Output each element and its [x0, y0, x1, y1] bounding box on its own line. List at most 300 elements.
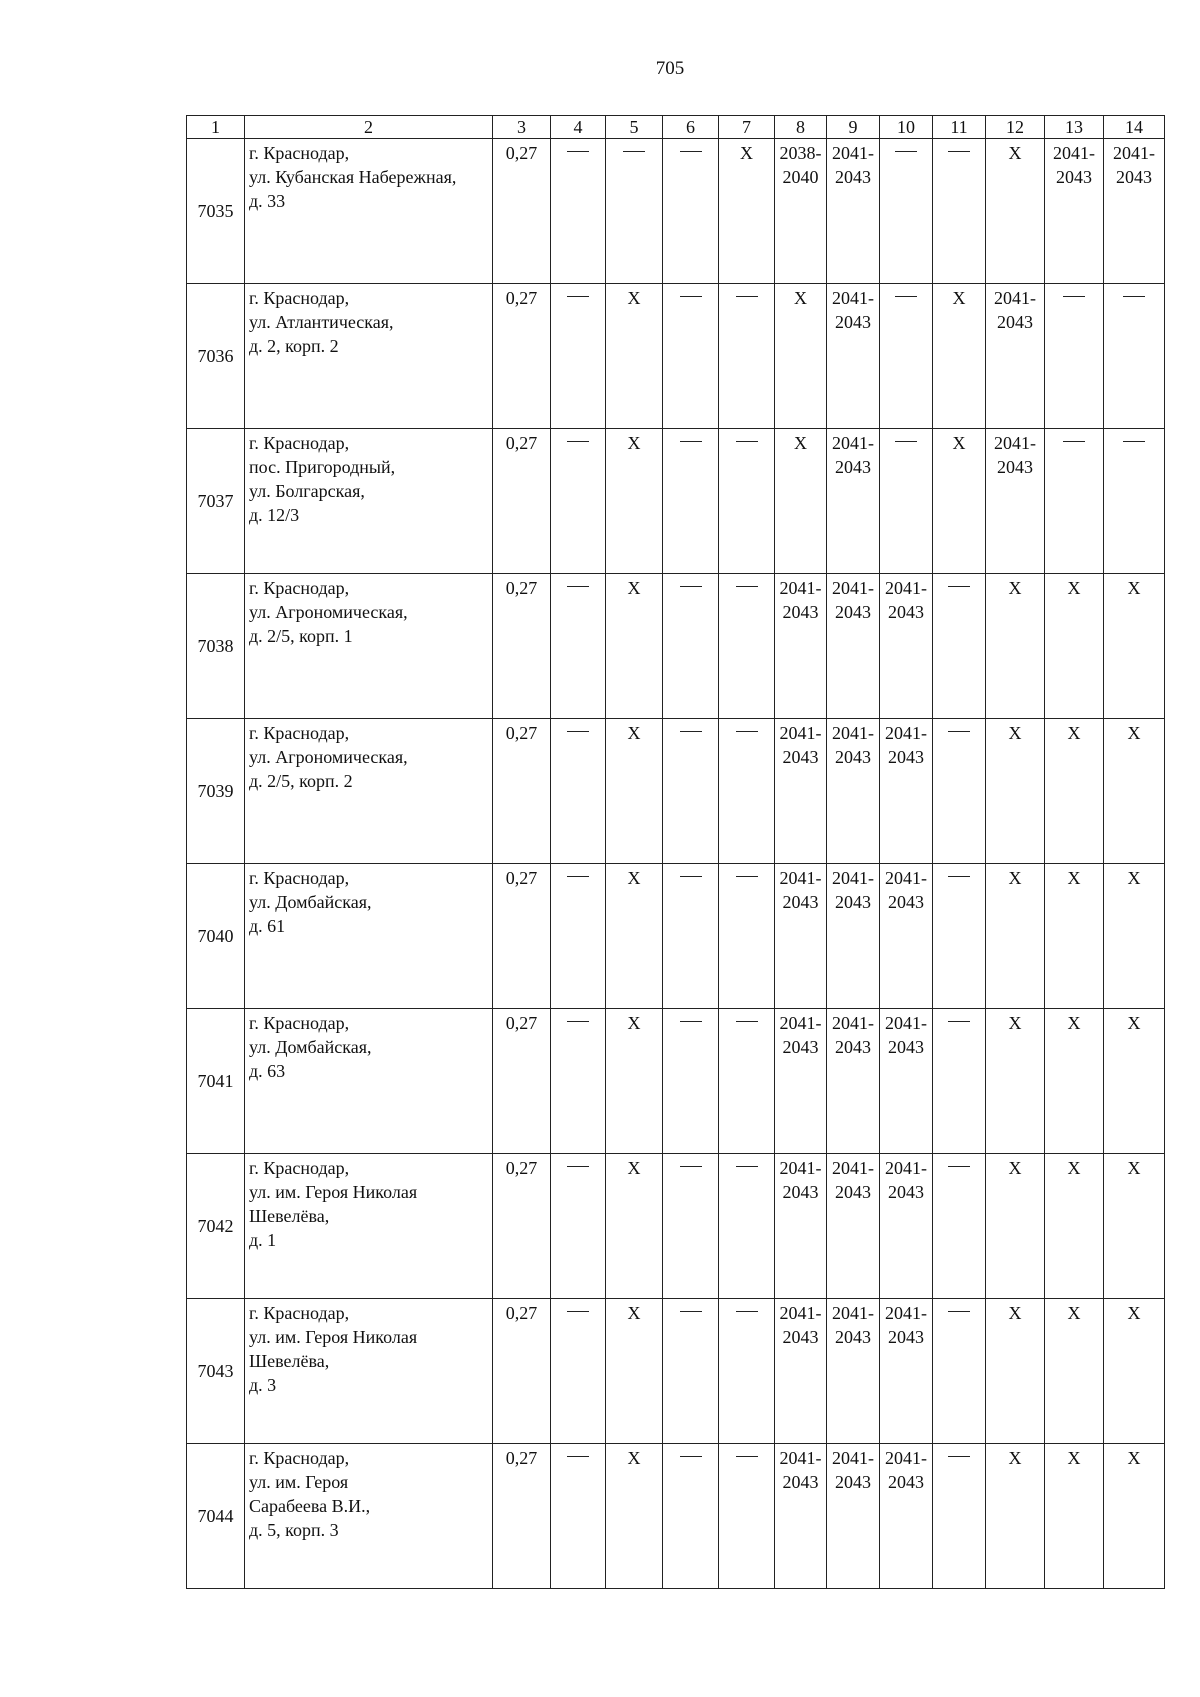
- value-cell: [551, 1154, 606, 1299]
- value-cell: [1045, 719, 1104, 864]
- dash-mark: [948, 876, 970, 877]
- register-table: [186, 115, 1165, 1589]
- rate-value: 0,27: [505, 1303, 538, 1323]
- x-mark: X: [1127, 868, 1141, 888]
- address-cell: [245, 139, 493, 284]
- dash-mark: [567, 1311, 589, 1312]
- address-line: ул. Агрономическая,: [249, 747, 408, 767]
- value-cell: [1104, 719, 1165, 864]
- rate-value: 0,27: [505, 1448, 538, 1468]
- year-range: 2041- 2043: [779, 723, 822, 767]
- x-mark: X: [1008, 1158, 1022, 1178]
- value-cell: [775, 1009, 827, 1154]
- dash-mark: [567, 876, 589, 877]
- address-line: ул. Агрономическая,: [249, 602, 408, 622]
- value-cell: [493, 284, 551, 429]
- year-range: 2041- 2043: [832, 143, 874, 187]
- x-mark: X: [1067, 1303, 1081, 1323]
- address-line: д. 1: [249, 1230, 277, 1250]
- year-range: 2041- 2043: [885, 868, 927, 912]
- address-line: ул. Кубанская Набережная,: [249, 167, 457, 187]
- value-cell: [719, 864, 775, 1009]
- dash-mark: [948, 151, 970, 152]
- column-header: 6: [663, 116, 719, 139]
- value-cell: [606, 1299, 663, 1444]
- value-cell: [775, 574, 827, 719]
- value-cell: [606, 284, 663, 429]
- row-number: 7038: [187, 574, 245, 719]
- value-cell: [551, 139, 606, 284]
- row-number: 7036: [187, 284, 245, 429]
- value-cell: [1045, 864, 1104, 1009]
- value-cell: [933, 719, 986, 864]
- x-mark: X: [1008, 723, 1022, 743]
- address-line: г. Краснодар,: [249, 143, 350, 163]
- value-cell: [933, 1444, 986, 1589]
- value-cell: [827, 139, 880, 284]
- value-cell: [775, 719, 827, 864]
- x-mark: X: [627, 1158, 641, 1178]
- address-line: пос. Пригородный,: [249, 457, 396, 477]
- address-cell: [245, 1009, 493, 1154]
- year-range: 2041- 2043: [779, 578, 822, 622]
- value-cell: [606, 1009, 663, 1154]
- value-cell: [1045, 429, 1104, 574]
- x-mark: X: [627, 288, 641, 308]
- value-cell: [493, 719, 551, 864]
- value-cell: [606, 574, 663, 719]
- year-range: 2041- 2043: [1053, 143, 1095, 187]
- column-header: 10: [880, 116, 933, 139]
- value-cell: [1104, 864, 1165, 1009]
- x-mark: X: [627, 578, 641, 598]
- address-line: ул. им. Героя Николая: [249, 1182, 418, 1202]
- x-mark: X: [1067, 1013, 1081, 1033]
- dash-mark: [680, 586, 702, 587]
- value-cell: [775, 1299, 827, 1444]
- dash-mark: [567, 296, 589, 297]
- value-cell: [719, 1299, 775, 1444]
- dash-mark: [948, 1311, 970, 1312]
- value-cell: [663, 429, 719, 574]
- x-mark: X: [1008, 1013, 1022, 1033]
- table-row: [187, 1444, 1165, 1589]
- value-cell: [551, 429, 606, 574]
- table-row: [187, 1299, 1165, 1444]
- x-mark: X: [952, 288, 966, 308]
- dash-mark: [736, 296, 758, 297]
- value-cell: [1045, 574, 1104, 719]
- dash-mark: [680, 441, 702, 442]
- value-cell: [719, 139, 775, 284]
- value-cell: [493, 1444, 551, 1589]
- value-cell: [827, 1009, 880, 1154]
- column-header: 13: [1045, 116, 1104, 139]
- value-cell: [1045, 139, 1104, 284]
- x-mark: X: [1067, 1448, 1081, 1468]
- address-line: г. Краснодар,: [249, 1158, 350, 1178]
- table-body: [187, 139, 1165, 1589]
- x-mark: X: [1127, 1158, 1141, 1178]
- value-cell: [880, 719, 933, 864]
- dash-mark: [680, 731, 702, 732]
- value-cell: [775, 139, 827, 284]
- dash-mark: [736, 1456, 758, 1457]
- x-mark: X: [1008, 868, 1022, 888]
- column-header: 5: [606, 116, 663, 139]
- value-cell: [551, 1009, 606, 1154]
- column-header: 12: [986, 116, 1045, 139]
- value-cell: [827, 864, 880, 1009]
- year-range: 2041- 2043: [885, 1303, 927, 1347]
- value-cell: [493, 139, 551, 284]
- address-line: г. Краснодар,: [249, 578, 350, 598]
- rate-value: 0,27: [505, 1158, 538, 1178]
- column-header: 8: [775, 116, 827, 139]
- value-cell: [933, 1154, 986, 1299]
- year-range: 2038- 2040: [779, 143, 822, 187]
- row-number: 7043: [187, 1299, 245, 1444]
- address-line: ул. Атлантическая,: [249, 312, 394, 332]
- address-cell: [245, 1299, 493, 1444]
- address-cell: [245, 864, 493, 1009]
- table-row: [187, 719, 1165, 864]
- value-cell: [880, 1154, 933, 1299]
- year-range: 2041- 2043: [832, 433, 874, 477]
- value-cell: [1104, 1154, 1165, 1299]
- address-line: г. Краснодар,: [249, 723, 350, 743]
- address-cell: [245, 284, 493, 429]
- dash-mark: [1063, 296, 1085, 297]
- value-cell: [933, 864, 986, 1009]
- dash-mark: [948, 1166, 970, 1167]
- address-line: д. 3: [249, 1375, 277, 1395]
- value-cell: [493, 1154, 551, 1299]
- value-cell: [663, 1299, 719, 1444]
- rate-value: 0,27: [505, 288, 538, 308]
- value-cell: [551, 719, 606, 864]
- value-cell: [493, 1299, 551, 1444]
- year-range: 2041- 2043: [779, 1158, 822, 1202]
- dash-mark: [948, 1456, 970, 1457]
- value-cell: [775, 429, 827, 574]
- dash-mark: [736, 1021, 758, 1022]
- value-cell: [880, 139, 933, 284]
- year-range: 2041- 2043: [832, 868, 874, 912]
- x-mark: X: [1067, 868, 1081, 888]
- address-line: г. Краснодар,: [249, 288, 350, 308]
- address-line: д. 2/5, корп. 2: [249, 771, 353, 791]
- address-line: Шевелёва,: [249, 1206, 330, 1226]
- value-cell: [986, 1154, 1045, 1299]
- value-cell: [880, 1444, 933, 1589]
- value-cell: [719, 1154, 775, 1299]
- row-number: 7040: [187, 864, 245, 1009]
- column-number-row: [187, 116, 1165, 139]
- value-cell: [1104, 1299, 1165, 1444]
- dash-mark: [736, 1166, 758, 1167]
- value-cell: [719, 574, 775, 719]
- value-cell: [551, 1444, 606, 1589]
- dash-mark: [895, 441, 917, 442]
- column-header: 7: [719, 116, 775, 139]
- address-line: д. 2/5, корп. 1: [249, 626, 353, 646]
- value-cell: [719, 429, 775, 574]
- rate-value: 0,27: [505, 723, 538, 743]
- column-header: 4: [551, 116, 606, 139]
- table-row: [187, 1009, 1165, 1154]
- value-cell: [827, 1444, 880, 1589]
- address-line: д. 5, корп. 3: [249, 1520, 339, 1540]
- year-range: 2041- 2043: [832, 1448, 874, 1492]
- dash-mark: [680, 1166, 702, 1167]
- x-mark: X: [794, 433, 807, 453]
- row-number: 7041: [187, 1009, 245, 1154]
- address-cell: [245, 1444, 493, 1589]
- dash-mark: [567, 586, 589, 587]
- value-cell: [986, 429, 1045, 574]
- table-row: [187, 864, 1165, 1009]
- row-number: 7039: [187, 719, 245, 864]
- column-header: 1: [187, 116, 245, 139]
- value-cell: [663, 864, 719, 1009]
- year-range: 2041- 2043: [832, 288, 874, 332]
- value-cell: [719, 284, 775, 429]
- value-cell: [606, 1444, 663, 1589]
- dash-mark: [948, 1021, 970, 1022]
- address-line: д. 61: [249, 916, 286, 936]
- value-cell: [493, 429, 551, 574]
- address-line: ул. Болгарская,: [249, 481, 365, 501]
- table-row: [187, 1154, 1165, 1299]
- x-mark: X: [1127, 578, 1141, 598]
- value-cell: [493, 864, 551, 1009]
- address-line: д. 33: [249, 191, 286, 211]
- value-cell: [606, 719, 663, 864]
- value-cell: [493, 1009, 551, 1154]
- x-mark: X: [1008, 143, 1022, 163]
- value-cell: [775, 1444, 827, 1589]
- year-range: 2041- 2043: [779, 1303, 822, 1347]
- value-cell: [663, 1009, 719, 1154]
- table-row: [187, 429, 1165, 574]
- value-cell: [986, 1009, 1045, 1154]
- rate-value: 0,27: [505, 143, 538, 163]
- dash-mark: [567, 1456, 589, 1457]
- x-mark: X: [1127, 1013, 1141, 1033]
- value-cell: [986, 574, 1045, 719]
- address-cell: [245, 574, 493, 719]
- year-range: 2041- 2043: [779, 1013, 822, 1057]
- address-line: ул. Домбайская,: [249, 1037, 372, 1057]
- column-header: 14: [1104, 116, 1165, 139]
- table-row: [187, 574, 1165, 719]
- value-cell: [827, 429, 880, 574]
- dash-mark: [1123, 441, 1145, 442]
- column-header: 2: [245, 116, 493, 139]
- x-mark: X: [1067, 1158, 1081, 1178]
- dash-mark: [567, 441, 589, 442]
- address-cell: [245, 429, 493, 574]
- value-cell: [880, 1009, 933, 1154]
- value-cell: [775, 284, 827, 429]
- row-number: 7042: [187, 1154, 245, 1299]
- page-number: 705: [655, 58, 685, 79]
- value-cell: [880, 429, 933, 574]
- value-cell: [933, 574, 986, 719]
- value-cell: [827, 1299, 880, 1444]
- value-cell: [1104, 574, 1165, 719]
- value-cell: [775, 1154, 827, 1299]
- value-cell: [551, 864, 606, 1009]
- address-cell: [245, 1154, 493, 1299]
- x-mark: X: [627, 1303, 641, 1323]
- x-mark: X: [627, 1448, 641, 1468]
- value-cell: [933, 1299, 986, 1444]
- year-range: 2041- 2043: [779, 868, 822, 912]
- year-range: 2041- 2043: [832, 723, 874, 767]
- value-cell: [1045, 1299, 1104, 1444]
- year-range: 2041- 2043: [885, 1013, 927, 1057]
- value-cell: [933, 139, 986, 284]
- row-number: 7035: [187, 139, 245, 284]
- value-cell: [1045, 284, 1104, 429]
- year-range: 2041- 2043: [885, 1158, 927, 1202]
- dash-mark: [567, 1021, 589, 1022]
- year-range: 2041- 2043: [1113, 143, 1155, 187]
- year-range: 2041- 2043: [885, 578, 927, 622]
- column-header: 3: [493, 116, 551, 139]
- row-number: 7037: [187, 429, 245, 574]
- value-cell: [663, 284, 719, 429]
- year-range: 2041- 2043: [994, 288, 1036, 332]
- value-cell: [606, 429, 663, 574]
- address-cell: [245, 719, 493, 864]
- address-line: г. Краснодар,: [249, 1303, 350, 1323]
- x-mark: X: [1008, 1448, 1022, 1468]
- x-mark: X: [1127, 1303, 1141, 1323]
- value-cell: [551, 1299, 606, 1444]
- address-line: д. 2, корп. 2: [249, 336, 339, 356]
- rate-value: 0,27: [505, 578, 538, 598]
- x-mark: X: [1127, 1448, 1141, 1468]
- value-cell: [986, 139, 1045, 284]
- year-range: 2041- 2043: [885, 723, 927, 767]
- x-mark: X: [1008, 1303, 1022, 1323]
- table-row: [187, 139, 1165, 284]
- value-cell: [933, 1009, 986, 1154]
- column-header: 11: [933, 116, 986, 139]
- address-line: г. Краснодар,: [249, 433, 350, 453]
- year-range: 2041- 2043: [832, 1013, 874, 1057]
- year-range: 2041- 2043: [832, 1303, 874, 1347]
- value-cell: [1104, 284, 1165, 429]
- value-cell: [551, 284, 606, 429]
- value-cell: [493, 574, 551, 719]
- value-cell: [827, 574, 880, 719]
- row-number: 7044: [187, 1444, 245, 1589]
- year-range: 2041- 2043: [779, 1448, 822, 1492]
- dash-mark: [736, 441, 758, 442]
- value-cell: [719, 1009, 775, 1154]
- value-cell: [1045, 1444, 1104, 1589]
- dash-mark: [680, 1456, 702, 1457]
- value-cell: [1104, 429, 1165, 574]
- year-range: 2041- 2043: [994, 433, 1036, 477]
- dash-mark: [948, 586, 970, 587]
- value-cell: [986, 864, 1045, 1009]
- dash-mark: [567, 731, 589, 732]
- dash-mark: [680, 876, 702, 877]
- dash-mark: [1063, 441, 1085, 442]
- x-mark: X: [740, 143, 753, 163]
- x-mark: X: [1008, 578, 1022, 598]
- x-mark: X: [627, 868, 641, 888]
- year-range: 2041- 2043: [832, 1158, 874, 1202]
- dash-mark: [623, 151, 645, 152]
- dash-mark: [680, 151, 702, 152]
- x-mark: X: [952, 433, 966, 453]
- value-cell: [775, 864, 827, 1009]
- value-cell: [1104, 139, 1165, 284]
- value-cell: [663, 1444, 719, 1589]
- value-cell: [827, 284, 880, 429]
- value-cell: [606, 864, 663, 1009]
- value-cell: [719, 1444, 775, 1589]
- value-cell: [663, 139, 719, 284]
- x-mark: X: [627, 433, 641, 453]
- value-cell: [986, 1444, 1045, 1589]
- value-cell: [880, 864, 933, 1009]
- rate-value: 0,27: [505, 1013, 538, 1033]
- address-line: г. Краснодар,: [249, 1448, 350, 1468]
- address-line: д. 12/3: [249, 505, 300, 525]
- value-cell: [827, 719, 880, 864]
- dash-mark: [736, 586, 758, 587]
- value-cell: [986, 1299, 1045, 1444]
- value-cell: [986, 284, 1045, 429]
- x-mark: X: [1067, 578, 1081, 598]
- value-cell: [719, 719, 775, 864]
- dash-mark: [736, 1311, 758, 1312]
- rate-value: 0,27: [505, 433, 538, 453]
- x-mark: X: [627, 723, 641, 743]
- value-cell: [1104, 1444, 1165, 1589]
- value-cell: [1104, 1009, 1165, 1154]
- value-cell: [606, 1154, 663, 1299]
- address-line: г. Краснодар,: [249, 1013, 350, 1033]
- dash-mark: [895, 151, 917, 152]
- address-line: ул. Домбайская,: [249, 892, 372, 912]
- dash-mark: [948, 731, 970, 732]
- address-line: ул. им. Героя: [249, 1472, 349, 1492]
- value-cell: [880, 1299, 933, 1444]
- year-range: 2041- 2043: [832, 578, 874, 622]
- dash-mark: [680, 1021, 702, 1022]
- value-cell: [663, 574, 719, 719]
- value-cell: [1045, 1154, 1104, 1299]
- address-line: ул. им. Героя Николая: [249, 1327, 418, 1347]
- dash-mark: [680, 1311, 702, 1312]
- value-cell: [880, 574, 933, 719]
- dash-mark: [1123, 296, 1145, 297]
- address-line: Шевелёва,: [249, 1351, 330, 1371]
- address-line: Сарабеева В.И.,: [249, 1496, 371, 1516]
- dash-mark: [567, 151, 589, 152]
- dash-mark: [567, 1166, 589, 1167]
- value-cell: [663, 1154, 719, 1299]
- x-mark: X: [1067, 723, 1081, 743]
